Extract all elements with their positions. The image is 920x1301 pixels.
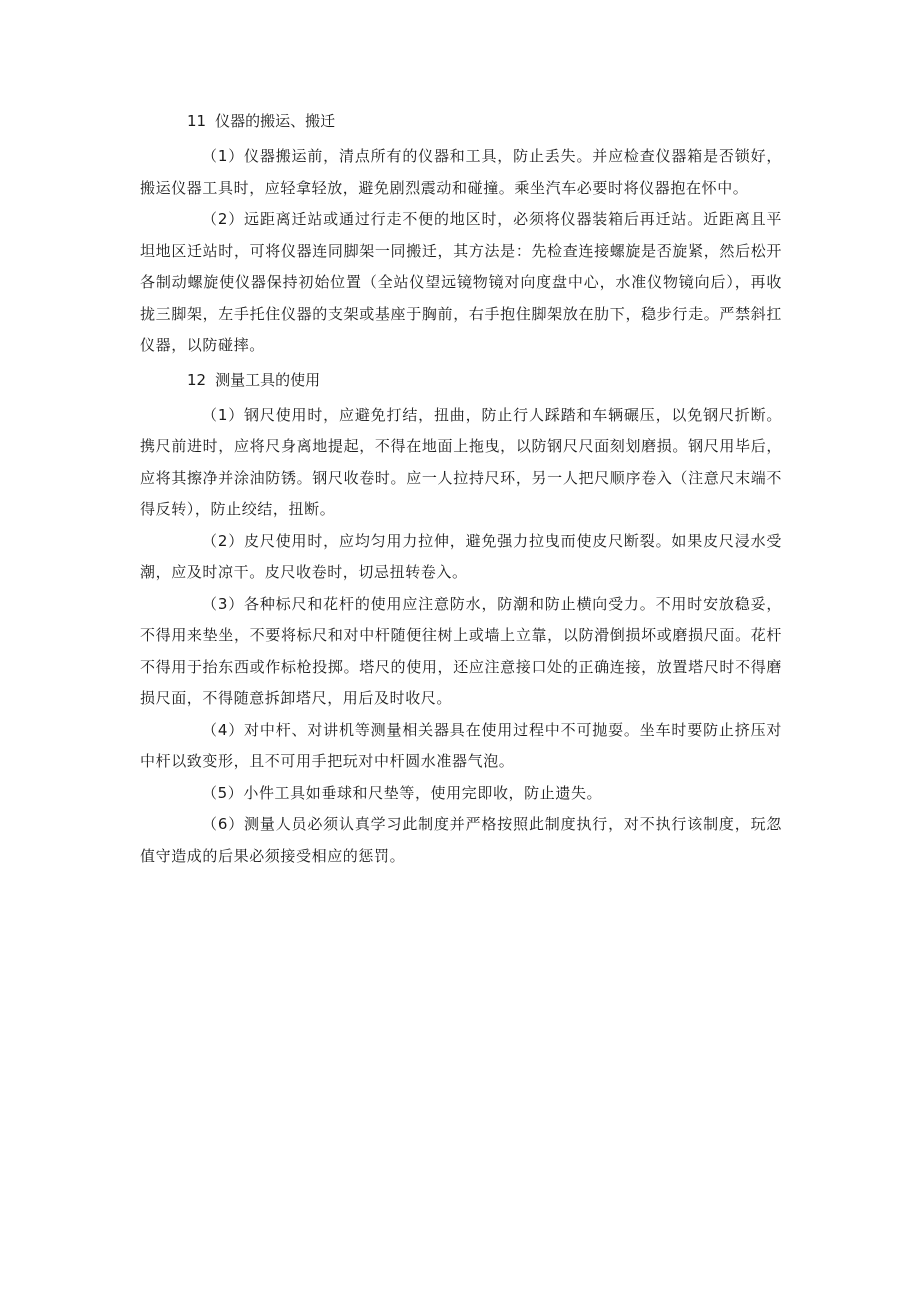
section-title: 测量工具的使用 <box>215 370 321 389</box>
document-page <box>140 106 782 872</box>
paragraph: （6）测量人员必须认真学习此制度并严格按照此制度执行，对不执行该制度，玩忽值守造成的后果必须接受相应的惩罚。 <box>140 815 782 865</box>
paragraph: （2）皮尺使用时，应均匀用力拉伸，避免强力拉曳而使皮尺断裂。如果皮尺浸水受潮，应及时凉干。皮尺收卷时，切忌扭转卷入。 <box>140 531 782 581</box>
section-heading-12 <box>140 365 782 396</box>
paragraph: （2）远距离迁站或通过行走不便的地区时，必须将仪器装箱后再迁站。近距离且平坦地区迁站时，可将仪器连同脚架一同搬迁，其方法是：先检查连接螺旋是否旋紧，然后松开各制动螺旋使仪器保持初始位置（全站仪望远镜物镜对向度盘中心，水准仪物镜向后），再收拢三脚架，左手托住仪器的支架或基座于胸前，右手抱住脚架放在肋下，稳步行走。严禁斜扛仪器，以防碰摔。 <box>140 210 782 354</box>
paragraph: （4）对中杆、对讲机等测量相关器具在使用过程中不可抛耍。坐车时要防止挤压对中杆以致变形，且不可用手把玩对中杆圆水准器气泡。 <box>140 720 782 770</box>
section-heading-11 <box>140 106 782 137</box>
paragraph: （3）各种标尺和花杆的使用应注意防水，防潮和防止横向受力。不用时安放稳妥，不得用来垫坐，不要将标尺和对中杆随便往树上或墙上立靠，以防滑倒损坏或磨损尺面。花杆不得用于抬东西或作标枪投掷。塔尺的使用，还应注意接口处的正确连接，放置塔尺时不得磨损尺面，不得随意拆卸塔尺，用后及时收尺。 <box>140 594 782 707</box>
section-number: 12 <box>187 370 207 389</box>
paragraph: （5）小件工具如垂球和尺垫等，使用完即收，防止遗失。 <box>202 783 603 802</box>
section-number: 11 <box>187 112 207 130</box>
paragraph: （1）仪器搬运前，清点所有的仪器和工具，防止丢失。并应检查仪器箱是否锁好，搬运仪器工具时，应轻拿轻放，避免剧烈震动和碰撞。乘坐汽车必要时将仪器抱在怀中。 <box>140 147 782 197</box>
section-title: 仪器的搬运、搬迁 <box>215 112 336 130</box>
paragraph: （1）钢尺使用时，应避免打结，扭曲，防止行人踩踏和车辆碾压，以免钢尺折断。携尺前进时，应将尺身离地提起，不得在地面上拖曳，以防钢尺尺面刻划磨损。钢尺用毕后，应将其擦净并涂油防锈。钢尺收卷时。应一人拉持尺环，另一人把尺顺序卷入（注意尺末端不得反转），防止绞结，扭断。 <box>140 405 782 518</box>
